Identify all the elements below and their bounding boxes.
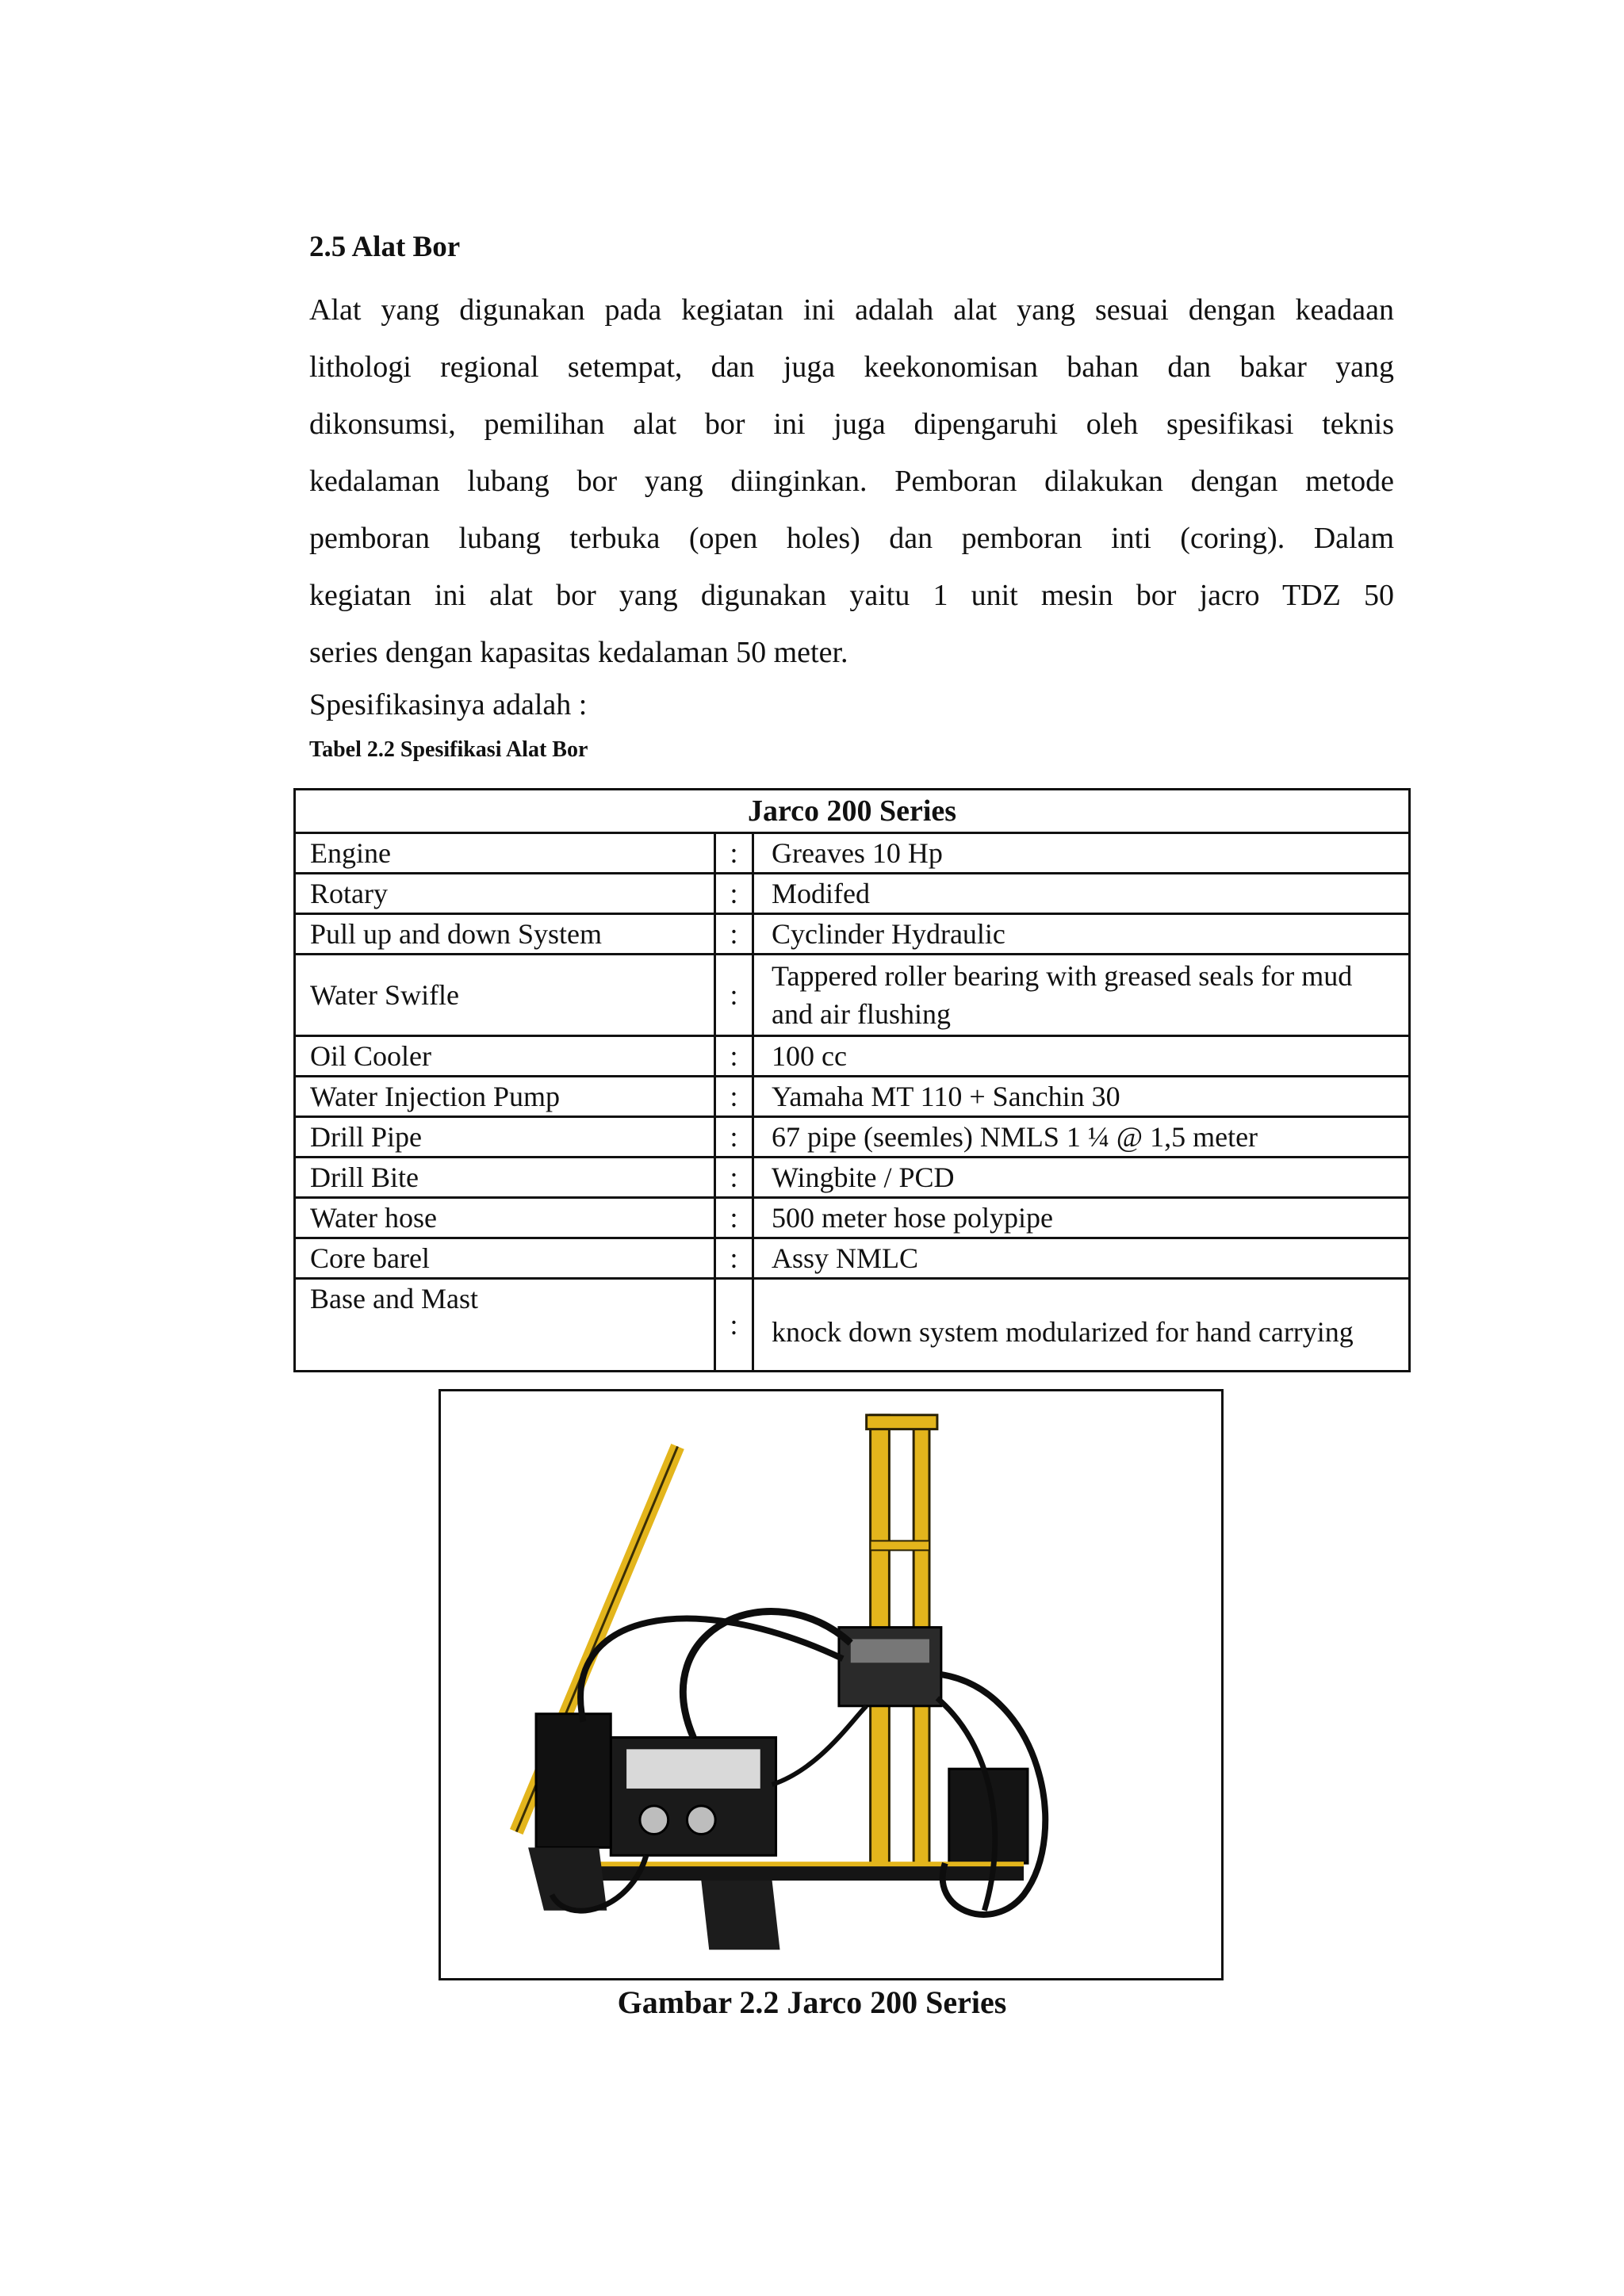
- paragraph-line: series dengan kapasitas kedalaman 50 meter.: [309, 636, 848, 669]
- spec-separator: :: [715, 1279, 753, 1372]
- spec-param: Base and Mast: [295, 1279, 715, 1372]
- spec-separator: :: [715, 1117, 753, 1158]
- table-row: [295, 1036, 1410, 1077]
- spec-separator: :: [715, 955, 753, 1036]
- table-row: [295, 833, 1410, 874]
- spec-separator: :: [715, 914, 753, 955]
- spec-param: Water Swifle: [295, 955, 715, 1036]
- table-row: [295, 1158, 1410, 1198]
- table-row: [295, 1279, 1410, 1372]
- spec-param: Water hose: [295, 1198, 715, 1238]
- spec-value: Assy NMLC: [753, 1238, 1410, 1279]
- paragraph-line: kedalaman lubang bor yang diinginkan. Pemboran dilakukan dengan metode: [309, 465, 1394, 498]
- paragraph-line: Alat yang digunakan pada kegiatan ini adalah alat yang sesuai dengan keadaan: [309, 293, 1394, 327]
- spec-param: Drill Bite: [295, 1158, 715, 1198]
- spec-table: [293, 788, 1411, 1372]
- table-row: [295, 914, 1410, 955]
- spec-separator: :: [715, 1198, 753, 1238]
- spec-value: knock down system modularized for hand carrying: [753, 1279, 1410, 1372]
- spec-param: Rotary: [295, 874, 715, 914]
- spec-param: Water Injection Pump: [295, 1077, 715, 1117]
- table-caption: Tabel 2.2 Spesifikasi Alat Bor: [309, 737, 588, 762]
- table-title: Jarco 200 Series: [295, 790, 1410, 833]
- spec-param: Engine: [295, 833, 715, 874]
- spec-param: Drill Pipe: [295, 1117, 715, 1158]
- spec-param: Oil Cooler: [295, 1036, 715, 1077]
- hydraulic-hose: [772, 1706, 867, 1785]
- table-row: [295, 874, 1410, 914]
- spec-value: Yamaha MT 110 + Sanchin 30: [753, 1077, 1410, 1117]
- spec-separator: :: [715, 874, 753, 914]
- spec-separator: :: [715, 1036, 753, 1077]
- spec-value: Greaves 10 Hp: [753, 833, 1410, 874]
- spec-separator: :: [715, 1158, 753, 1198]
- paragraph-line: pemboran lubang terbuka (open holes) dan pemboran inti (coring). Dalam: [309, 522, 1394, 555]
- drill-rig-illustration: [441, 1391, 1221, 1978]
- table-row: [295, 1198, 1410, 1238]
- base-foot: [701, 1881, 779, 1950]
- spec-param: Core barel: [295, 1238, 715, 1279]
- section-heading: 2.5 Alat Bor: [309, 231, 461, 263]
- table-row: [295, 1117, 1410, 1158]
- spec-value: Cyclinder Hydraulic: [753, 914, 1410, 955]
- engine-panel: [626, 1749, 760, 1789]
- gauge: [640, 1806, 668, 1835]
- spec-value: Tappered roller bearing with greased seals for mud and air flushing: [753, 955, 1410, 1036]
- base-foot: [528, 1847, 607, 1910]
- paragraph-line: kegiatan ini alat bor yang digunakan yaitu 1 unit mesin bor jacro TDZ 50: [309, 579, 1394, 612]
- fuel-tank: [536, 1714, 611, 1848]
- paragraph-line: dikonsumsi, pemilihan alat bor ini juga dipengaruhi oleh spesifikasi teknis: [309, 408, 1394, 441]
- spec-value: 500 meter hose polypipe: [753, 1198, 1410, 1238]
- body-paragraph: [309, 281, 1394, 681]
- spec-value: Wingbite / PCD: [753, 1158, 1410, 1198]
- spec-separator: :: [715, 833, 753, 874]
- table-row: [295, 955, 1410, 1036]
- spec-value: Modifed: [753, 874, 1410, 914]
- table-row: [295, 1238, 1410, 1279]
- figure-caption: Gambar 2.2 Jarco 200 Series: [617, 1984, 1007, 2020]
- spec-value: 100 cc: [753, 1036, 1410, 1077]
- spec-separator: :: [715, 1077, 753, 1117]
- base-frame-yellow: [584, 1862, 1024, 1866]
- drill-rig-figure: [439, 1389, 1224, 1980]
- spec-separator: :: [715, 1238, 753, 1279]
- spec-intro: Spesifikasinya adalah :: [309, 688, 588, 721]
- rotary-head-detail: [851, 1639, 929, 1663]
- spec-param: Pull up and down System: [295, 914, 715, 955]
- table-row: [295, 1077, 1410, 1117]
- paragraph-line: lithologi regional setempat, dan juga keekonomisan bahan dan bakar yang: [309, 350, 1394, 384]
- mast-crossbar: [867, 1415, 937, 1429]
- spec-value: 67 pipe (seemles) NMLS 1 ¼ @ 1,5 meter: [753, 1117, 1410, 1158]
- table-title-row: [295, 790, 1410, 833]
- mast-crossbar: [871, 1540, 929, 1550]
- gauge: [687, 1806, 715, 1835]
